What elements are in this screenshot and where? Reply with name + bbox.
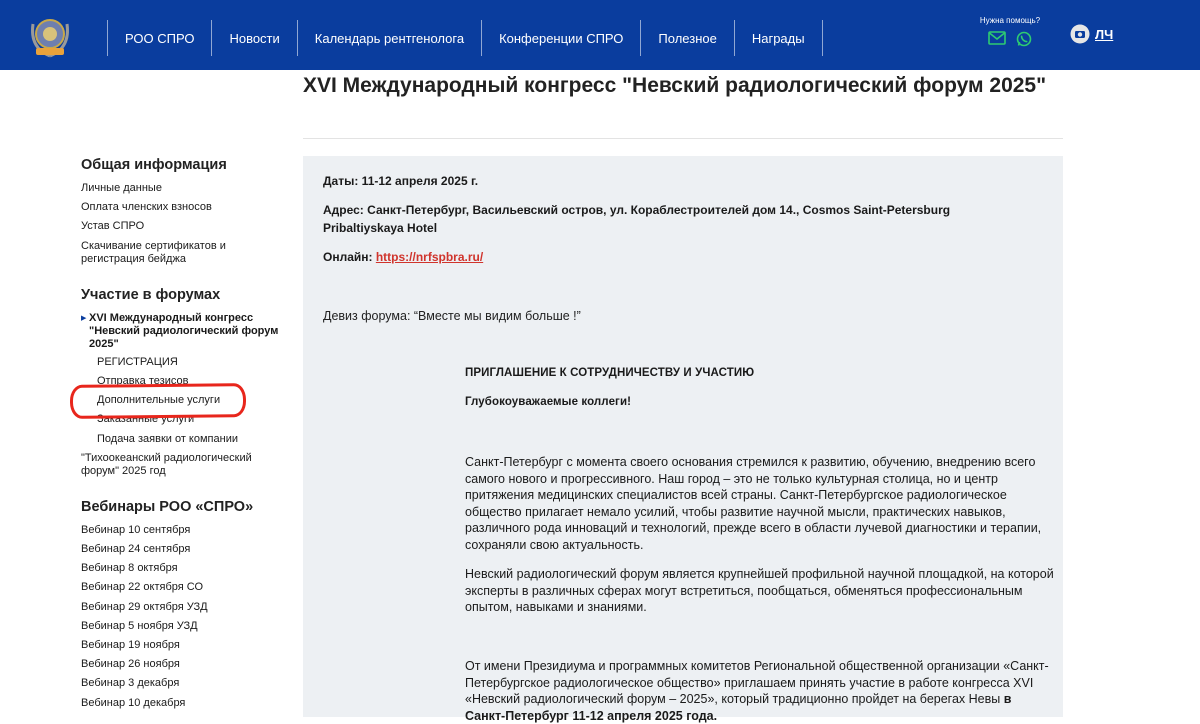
sidebar-link-webinar[interactable]: Вебинар 29 октября УЗД: [81, 601, 208, 613]
help-block: [960, 16, 1060, 47]
sidebar-link-webinar[interactable]: Вебинар 24 сентября: [81, 543, 191, 555]
event-dates: Даты: 11-12 апреля 2025 г.: [323, 174, 479, 188]
event-address: Адрес: Санкт-Петербург, Васильевский остров, ул. Кораблестроителей дом 14., Cosmos Saint-Petersburg Pribaltiyskaya Hotel: [323, 203, 951, 235]
sidebar-link-webinar[interactable]: Вебинар 26 ноября: [81, 658, 180, 670]
sidebar-heading-webinars: Вебинары РОО «СПРО»: [81, 499, 254, 515]
paragraph-3: [465, 658, 1055, 724]
sidebar-link-webinar[interactable]: Вебинар 10 декабря: [81, 697, 186, 709]
sidebar-link-ordered-services[interactable]: Заказанные услуги: [97, 413, 195, 425]
help-icons: [960, 31, 1060, 47]
sidebar-link-personal-data[interactable]: Личные данные: [81, 182, 162, 194]
nav-separator: [822, 20, 823, 56]
nav-item-news[interactable]: Новости: [229, 30, 280, 46]
sidebar-link-webinar[interactable]: Вебинар 3 декабря: [81, 677, 180, 689]
sidebar-link-nevsky-forum[interactable]: XVI Международный конгресс "Невский радиологический форум 2025": [89, 312, 279, 350]
paragraph-2: Невский радиологический форум является крупнейшей профильной научной площадкой, на которой эксперты в различных сферах могут встретиться, пообщаться, обменяться профессиональным опытом, навыками и знаниями.: [465, 567, 1054, 614]
nav-item-conferences[interactable]: Конференции СПРО: [499, 30, 624, 46]
sidebar-link-additional-services[interactable]: Дополнительные услуги: [97, 394, 221, 406]
nav-item-awards[interactable]: Награды: [751, 30, 805, 46]
sidebar-link-registration[interactable]: РЕГИСТРАЦИЯ: [97, 356, 178, 368]
greeting: Глубокоуважаемые коллеги!: [465, 396, 632, 408]
nav-item-calendar[interactable]: Календарь рентгенолога: [314, 30, 465, 46]
paragraph-3-text: От имени Президиума и программных комитетов Региональной общественной организации «Санкт-Петербургское радиологическое общество» приглашаем принять участие в работе конгресса XVI «Невский радиологический форум – 2025», который традиционно пройдет на берегах Невы: [465, 659, 1049, 706]
event-info-panel: [303, 156, 1063, 723]
nav-item-useful[interactable]: Полезное: [658, 30, 717, 46]
sidebar-link-webinar[interactable]: Вебинар 8 октября: [81, 562, 178, 574]
paragraph-3-bold: в Санкт-Петербург 11-12 апреля 2025 года.: [465, 692, 1012, 723]
account-label: ЛЧ: [1095, 26, 1114, 42]
sidebar-link-webinar[interactable]: Вебинар 10 сентября: [81, 524, 191, 536]
page-title: XVI Международный конгресс "Невский радиологический форум 2025": [303, 74, 1047, 97]
help-label: Нужна помощь?: [979, 16, 1041, 25]
sidebar-link-certificates[interactable]: Скачивание сертификатов и регистрация бейджа: [81, 240, 226, 265]
paragraph-1: Санкт-Петербург с момента своего основания стремился к развитию, обучению, внедрению всего самого нового и прогрессивного. Наш город – это не только культурная столица, но и центр притяжения медицинских специалистов всей страны. Санкт-Петербургское радиологическое общество прилагает немало усилий, чтобы развитие научной мысли, практических навыков, различного рода инноваций и технологий, прежде всего в области лучевой диагностики и терапии, сохраняли свою актуальность.: [465, 455, 1042, 552]
sidebar-link-membership-fees[interactable]: Оплата членских взносов: [81, 201, 212, 213]
event-online: [323, 248, 1023, 266]
sidebar-link-submit-abstracts[interactable]: Отправка тезисов: [97, 375, 189, 387]
camera-icon: [1070, 24, 1090, 44]
title-divider: [303, 138, 1063, 139]
sidebar-link-company-application[interactable]: Подача заявки от компании: [97, 433, 238, 445]
forum-motto: Девиз форума: “Вместе мы видим больше !”: [323, 309, 581, 323]
sidebar-heading-general: Общая информация: [81, 157, 227, 173]
active-bullet-icon: ▶: [81, 315, 87, 322]
nav-item-spro[interactable]: РОО СПРО: [125, 30, 195, 46]
site-header: [0, 0, 1200, 70]
sidebar-heading-forums: Участие в форумах: [81, 287, 221, 303]
sidebar-link-webinar[interactable]: Вебинар 5 ноября УЗД: [81, 620, 198, 632]
whatsapp-icon[interactable]: [1016, 31, 1032, 47]
mail-icon[interactable]: [988, 31, 1006, 45]
sidebar-link-charter[interactable]: Устав СПРО: [81, 220, 145, 232]
sidebar-link-pacific-forum[interactable]: "Тихоокеанский радиологический форум" 2025 год: [81, 452, 252, 477]
online-link[interactable]: https://nrfspbra.ru/: [375, 250, 484, 264]
highlight-annotation: [70, 383, 246, 419]
online-label: Онлайн:: [323, 250, 373, 264]
account-link[interactable]: [1070, 24, 1113, 44]
main-nav: [107, 20, 823, 56]
spro-logo-icon[interactable]: [27, 10, 73, 60]
sidebar-link-webinar[interactable]: Вебинар 22 октября СО: [81, 581, 204, 593]
sidebar-link-webinar[interactable]: Вебинар 19 ноября: [81, 639, 180, 651]
invitation-heading: ПРИГЛАШЕНИЕ К СОТРУДНИЧЕСТВУ И УЧАСТИЮ: [465, 367, 755, 379]
